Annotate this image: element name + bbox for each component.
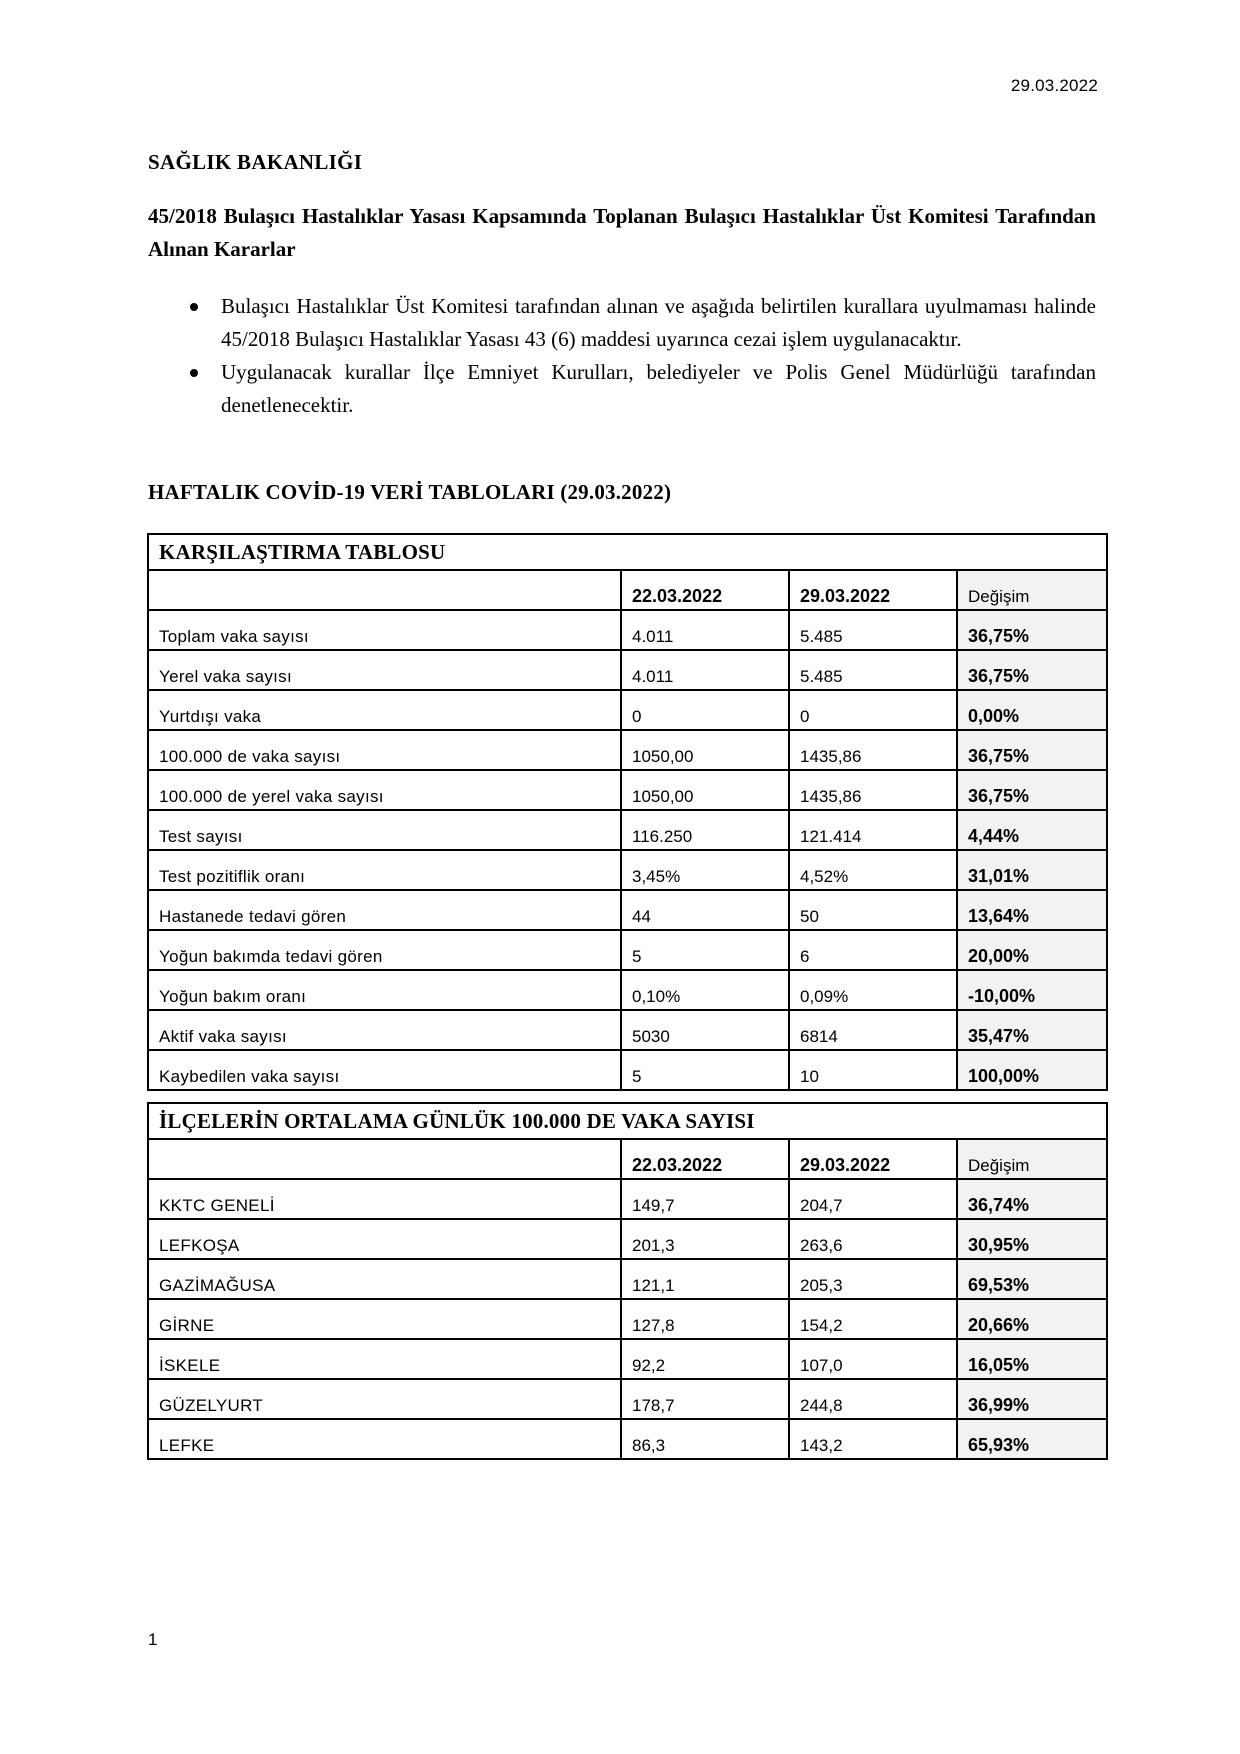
rules-list-item-text: Uygulanacak kurallar İlçe Emniyet Kurulları, belediyeler ve Polis Genel Müdürlüğü tarafından denetlenecektir.: [221, 360, 1096, 417]
prev-value-cell: 201,3: [621, 1219, 789, 1259]
rules-list-item: [148, 290, 1096, 356]
prev-value-cell: 1050,00: [621, 770, 789, 810]
rules-list-item-text: Bulaşıcı Hastalıklar Üst Komitesi tarafından alınan ve aşağıda belirtilen kurallara uyulmaması halinde 45/2018 Bulaşıcı Hastalıklar Yasası 43 (6) maddesi uyarınca cezai işlem uygulanacaktır.: [221, 294, 1096, 351]
curr-value-cell: 0,09%: [789, 970, 957, 1010]
prev-value-cell: 92,2: [621, 1339, 789, 1379]
prev-value-cell: 178,7: [621, 1379, 789, 1419]
prev-value-cell: 44: [621, 890, 789, 930]
curr-value-cell: 143,2: [789, 1419, 957, 1459]
change-cell: 4,44%: [957, 810, 1107, 850]
change-cell: 30,95%: [957, 1219, 1107, 1259]
prev-value-cell: 1050,00: [621, 730, 789, 770]
curr-value-cell: 1435,86: [789, 770, 957, 810]
curr-value-cell: 10: [789, 1050, 957, 1090]
column-header-prev-date: 22.03.2022: [621, 1139, 789, 1179]
column-header-curr-date: 29.03.2022: [789, 1139, 957, 1179]
table-title-row: [148, 1103, 1107, 1139]
weekly-tables-heading: HAFTALIK COVİD-19 VERİ TABLOLARI (29.03.2022): [148, 480, 672, 504]
curr-value-cell: 0: [789, 690, 957, 730]
row-label-cell: Yoğun bakımda tedavi gören: [148, 930, 621, 970]
change-cell: 36,99%: [957, 1379, 1107, 1419]
change-cell: 31,01%: [957, 850, 1107, 890]
column-header-change: Değişim: [957, 570, 1107, 610]
change-cell: 36,74%: [957, 1179, 1107, 1219]
table-row: [148, 810, 1107, 850]
curr-value-cell: 204,7: [789, 1179, 957, 1219]
change-cell: 69,53%: [957, 1259, 1107, 1299]
change-cell: -10,00%: [957, 970, 1107, 1010]
table-row: [148, 730, 1107, 770]
curr-value-cell: 6: [789, 930, 957, 970]
table-row: [148, 1299, 1107, 1339]
row-label-cell: Hastanede tedavi gören: [148, 890, 621, 930]
row-label-cell: 100.000 de yerel vaka sayısı: [148, 770, 621, 810]
table-row: [148, 770, 1107, 810]
change-cell: 36,75%: [957, 610, 1107, 650]
column-header-change: Değişim: [957, 1139, 1107, 1179]
curr-value-cell: 107,0: [789, 1339, 957, 1379]
change-cell: 35,47%: [957, 1010, 1107, 1050]
table-row: [148, 850, 1107, 890]
prev-value-cell: 5030: [621, 1010, 789, 1050]
prev-value-cell: 149,7: [621, 1179, 789, 1219]
row-label-cell: Yurtdışı vaka: [148, 690, 621, 730]
prev-value-cell: 116.250: [621, 810, 789, 850]
prev-value-cell: 127,8: [621, 1299, 789, 1339]
table-row: [148, 970, 1107, 1010]
table-row: [148, 1379, 1107, 1419]
column-header-curr-date: 29.03.2022: [789, 570, 957, 610]
row-label-cell: GAZİMAĞUSA: [148, 1259, 621, 1299]
prev-value-cell: 3,45%: [621, 850, 789, 890]
curr-value-cell: 5.485: [789, 610, 957, 650]
prev-value-cell: 0,10%: [621, 970, 789, 1010]
column-header-prev-date: 22.03.2022: [621, 570, 789, 610]
row-label-cell: Test sayısı: [148, 810, 621, 850]
table-row: [148, 1219, 1107, 1259]
table-row: [148, 1339, 1107, 1379]
table-row: [148, 610, 1107, 650]
curr-value-cell: 50: [789, 890, 957, 930]
table-title: İLÇELERİN ORTALAMA GÜNLÜK 100.000 DE VAKA SAYISI: [148, 1103, 1107, 1139]
change-cell: 36,75%: [957, 650, 1107, 690]
table-row: [148, 1419, 1107, 1459]
change-cell: 20,66%: [957, 1299, 1107, 1339]
row-label-cell: KKTC GENELİ: [148, 1179, 621, 1219]
page-number: 1: [148, 1630, 158, 1649]
row-label-cell: 100.000 de vaka sayısı: [148, 730, 621, 770]
ministry-heading: SAĞLIK BAKANLIĞI: [148, 150, 363, 174]
table-title-row: [148, 534, 1107, 570]
rules-list-item: [148, 356, 1096, 422]
table-header-row: [148, 1139, 1107, 1179]
table-row: [148, 650, 1107, 690]
row-label-cell: İSKELE: [148, 1339, 621, 1379]
row-label-cell: Test pozitiflik oranı: [148, 850, 621, 890]
curr-value-cell: 154,2: [789, 1299, 957, 1339]
column-header-label: [148, 1139, 621, 1179]
bullet-icon: [190, 303, 198, 311]
curr-value-cell: 263,6: [789, 1219, 957, 1259]
table-row: [148, 1050, 1107, 1090]
districts-table-body: [148, 1179, 1107, 1459]
row-label-cell: GÜZELYURT: [148, 1379, 621, 1419]
comparison-table-body: [148, 610, 1107, 1090]
row-label-cell: Aktif vaka sayısı: [148, 1010, 621, 1050]
table-row: [148, 1179, 1107, 1219]
table-header-row: [148, 570, 1107, 610]
table-title: KARŞILAŞTIRMA TABLOSU: [148, 534, 1107, 570]
prev-value-cell: 4.011: [621, 650, 789, 690]
prev-value-cell: 121,1: [621, 1259, 789, 1299]
curr-value-cell: 1435,86: [789, 730, 957, 770]
comparison-table: [147, 533, 1108, 1091]
table-row: [148, 1259, 1107, 1299]
table-row: [148, 930, 1107, 970]
rules-list: [148, 290, 1096, 422]
row-label-cell: Yerel vaka sayısı: [148, 650, 621, 690]
row-label-cell: LEFKOŞA: [148, 1219, 621, 1259]
row-label-cell: Toplam vaka sayısı: [148, 610, 621, 650]
curr-value-cell: 6814: [789, 1010, 957, 1050]
prev-value-cell: 5: [621, 1050, 789, 1090]
change-cell: 36,75%: [957, 770, 1107, 810]
curr-value-cell: 4,52%: [789, 850, 957, 890]
curr-value-cell: 121.414: [789, 810, 957, 850]
change-cell: 20,00%: [957, 930, 1107, 970]
change-cell: 100,00%: [957, 1050, 1107, 1090]
prev-value-cell: 5: [621, 930, 789, 970]
change-cell: 13,64%: [957, 890, 1107, 930]
curr-value-cell: 205,3: [789, 1259, 957, 1299]
column-header-label: [148, 570, 621, 610]
change-cell: 0,00%: [957, 690, 1107, 730]
table-row: [148, 890, 1107, 930]
prev-value-cell: 4.011: [621, 610, 789, 650]
districts-table: [147, 1102, 1108, 1460]
curr-value-cell: 244,8: [789, 1379, 957, 1419]
change-cell: 65,93%: [957, 1419, 1107, 1459]
decisions-heading: 45/2018 Bulaşıcı Hastalıklar Yasası Kapsamında Toplanan Bulaşıcı Hastalıklar Üst Komitesi Tarafından Alınan Kararlar: [148, 204, 1096, 261]
row-label-cell: Yoğun bakım oranı: [148, 970, 621, 1010]
table-row: [148, 690, 1107, 730]
table-row: [148, 1010, 1107, 1050]
change-cell: 36,75%: [957, 730, 1107, 770]
prev-value-cell: 0: [621, 690, 789, 730]
bullet-icon: [190, 369, 198, 377]
row-label-cell: LEFKE: [148, 1419, 621, 1459]
row-label-cell: Kaybedilen vaka sayısı: [148, 1050, 621, 1090]
change-cell: 16,05%: [957, 1339, 1107, 1379]
document-date: 29.03.2022: [1010, 76, 1098, 95]
prev-value-cell: 86,3: [621, 1419, 789, 1459]
curr-value-cell: 5.485: [789, 650, 957, 690]
row-label-cell: GİRNE: [148, 1299, 621, 1339]
